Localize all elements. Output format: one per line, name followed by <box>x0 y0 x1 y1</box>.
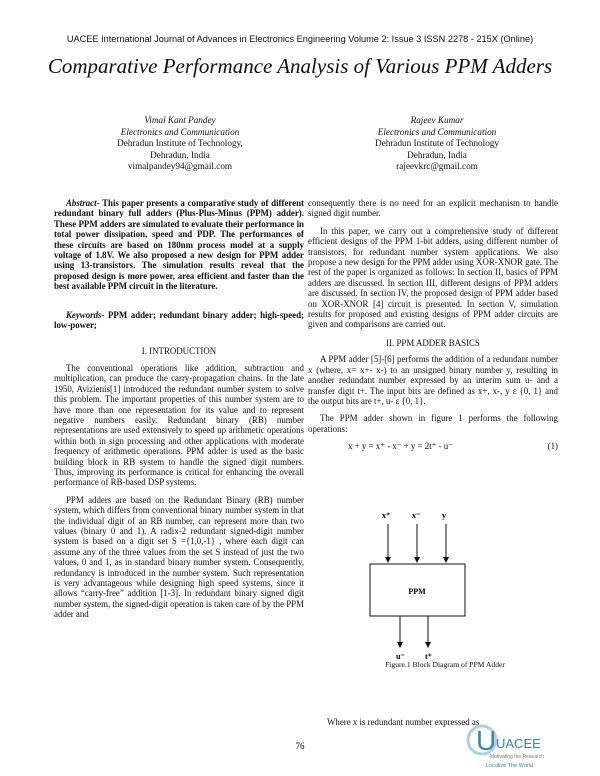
ppm-block-diagram <box>340 502 550 672</box>
author-dept: Electronics and Communication <box>377 126 497 137</box>
keywords-label: Keywords- <box>66 309 105 320</box>
abstract-text: This paper presents a comparative study of different redundant binary full adders (Plus-Plus-Minus (PPM) adder). These PPM adders are simulated to evaluate their performance in total power dissipation, speed and PDP. The performances of these circuits are based on 180nm process model at a supply voltage of 1.8V. We also proposed a new design for PPM adder using 13-transistors. The simulation results reveal that the proposed design is more power, area efficient and faster than the best available PPM circuit in the literature. <box>54 198 304 292</box>
author-institute: Dehradun Institute of Technology, <box>117 138 243 149</box>
right-column <box>308 198 558 461</box>
equation-1 <box>308 441 558 455</box>
input-label-y: y <box>442 511 446 520</box>
right-paragraph-5: Where x is redundant number expressed as <box>327 717 480 727</box>
output-label-uminus: u⁻ <box>396 652 405 661</box>
keywords <box>54 310 304 331</box>
logo-name: UACEE <box>496 736 541 751</box>
abstract-label: Abstract- <box>66 198 100 208</box>
author-name: Vimal Kant Pandey <box>144 115 216 125</box>
equation-number: (1) <box>547 441 558 452</box>
svg-text:U: U <box>476 725 497 756</box>
equation-text: x + y = x⁺ - x⁻ + y = 2t⁺ - u⁻ <box>348 441 453 452</box>
logo-tagline-1: Motivating the Research <box>490 754 544 760</box>
author-city: Dehradun, India <box>407 149 467 160</box>
right-paragraph-3: A PPM adder [5]-[6] performs the addition of a redundant number x (where, x= x+- x-) to an unsigned binary number y, resulting in another redundant number expressed by an interim sum u- and a transfer digit t+. The input bits are defined as x+, x-, y ε {0, 1} and the output bits are t+, u- ε {0, 1}. <box>308 354 558 406</box>
output-label-tplus: t⁺ <box>425 652 432 661</box>
author-city: Dehradun, India <box>150 149 210 160</box>
ppm-block-label: PPM <box>408 587 426 596</box>
page-number: 76 <box>295 741 305 751</box>
author-email: rajeevkrc@gmail.com <box>396 161 478 172</box>
left-column <box>54 198 304 627</box>
paper-title: Comparative Performance Analysis of Various PPM Adders <box>47 54 553 78</box>
logo-tagline-2: Localize The World <box>486 763 533 769</box>
input-label-xminus: x⁻ <box>412 511 421 520</box>
author-block-1 <box>80 115 280 173</box>
section-heading-basics: II. PPM ADDER BASICS <box>386 337 480 348</box>
author-block-2 <box>337 115 537 173</box>
journal-header: UACEE International Journal of Advances in Electronics Engineering Volume 2: Issue 3 ISSN 2278 - 215X (Online) <box>66 34 534 44</box>
right-paragraph-1: consequently there is no need for an explicit mechanism to handle signed digit number. <box>308 198 558 219</box>
intro-paragraph-1: The conventional operations like addition, subtraction and multiplication, can produce the carry-propagation chains. In the late 1950, Avizienis[1] introduced the redundant number system to solve this problem. The important properties of this number system are to have more than one representation for its value and to represent negative numbers easily. Redundant binary (RB) number representations are used extensively to speed up arithmetic operations within both in sign processing and other applications with moderate frequency of arithmetic operations. PPM adder is used as the basic building block in RB system to handle the signed digit numbers. Thus, improving its performance is critical for enhancing the overall performance of RB-based DSP systems. <box>54 362 304 488</box>
right-paragraph-4: The PPM adder shown in figure 1 performs the following operations: <box>308 413 558 434</box>
section-heading-introduction: I. INTRODUCTION <box>141 346 217 357</box>
author-email: vimalpandey94@gmail.com <box>127 161 233 172</box>
figure-caption: Figure.1 Block Diagram of PPM Adder <box>385 660 505 669</box>
author-institute: Dehradun Institute of Technology <box>375 138 499 149</box>
abstract <box>54 198 304 292</box>
right-paragraph-2: In this paper, we carry out a comprehensive study of different efficient designs of the PPM 1-bit adders, using different number of transistors, for redundant number system applications. We also propose a new design for the PPM adder using XOR-XNOR gate. The rest of the paper is organized as follows: In section II, basics of PPM adders are discussed. In section III, different designs of PPM adders are discussed. In section IV, the proposed design of PPM adder based on XOR-XNOR [4] circuit is presented. In section V, simulation results for proposed and existing designs of PPM adder circuits are given and comparisons are carried out. <box>308 225 558 330</box>
keywords-text: PPM adder; redundant binary adder; high-speed; low-power; <box>54 309 304 331</box>
input-label-xplus: x⁺ <box>382 511 391 520</box>
author-name: Rajeev Kumar <box>410 115 464 125</box>
author-dept: Electronics and Communication <box>120 126 240 137</box>
intro-paragraph-2: PPM adders are based on the Redundant Binary (RB) number system, which differs from conventional binary number system in that the individual digit of an RB number, can represent more than two values (binary 0 and 1). A radix-2 redundant signed-digit number system is based on a digit set S ={1,0,-1} , where each digit can assume any of the three values from the set S instead of just the two values, 0 and 1, as in standard binary number system. Consequently, redundancy is introduced in the number system. Such representation is very advantageous while designing high speed systems, since it allows “carry-free” addition [1-3]. In redundant binary signed digit number system, the signed-digit operation is taken care of by the PPM adder and <box>54 494 304 620</box>
